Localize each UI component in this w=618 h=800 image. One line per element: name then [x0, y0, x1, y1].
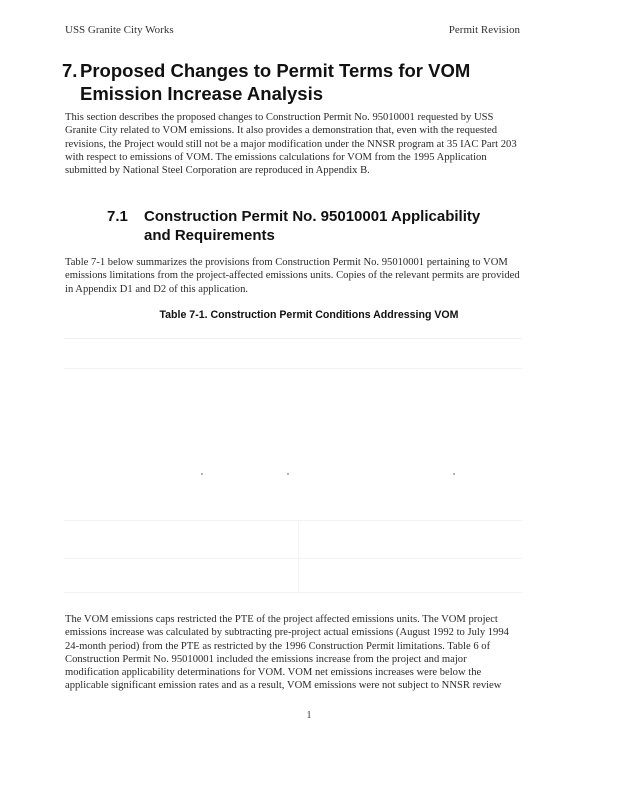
section-7-1-title-line2: and Requirements — [144, 227, 275, 244]
section-7-1-paragraph: Table 7-1 below summarizes the provisions from Construction Permit No. 95010001 pertaining to VOM emissions limitations from the project-affected emissions units. Copies of the relevant permits are provided in Appendix D1 and D2 of this application. — [65, 257, 520, 295]
section-7-1-number: 7.1 — [107, 208, 128, 225]
scan-speck — [287, 473, 289, 475]
table-column-rule — [298, 520, 299, 592]
section-7-number: 7. — [62, 60, 78, 81]
table-rule — [64, 338, 522, 339]
scan-speck — [201, 473, 203, 475]
section-7-1-title-line1: Construction Permit No. 95010001 Applicability — [144, 208, 481, 225]
table-rule — [64, 592, 522, 593]
closing-paragraph: The VOM emissions caps restricted the PTE of the project affected emissions units. The VOM project emissions increase was calculated by subtracting pre-project actual emissions (August 1992 to July 1994 24-month period) from the PTE as restricted by the 1996 Construction Permit limitations. Table 6 of Construction Permit No. 95010001 included the emissions increase from the project and major modification applicability determinations for VOM. VOM net emissions increases were below the applicable significant emission rates and as a result, VOM emissions were not subject to NNSR review — [65, 614, 509, 692]
section-7-heading — [62, 59, 532, 105]
header-company: USS Granite City Works — [65, 24, 174, 36]
section-7-paragraph: This section describes the proposed changes to Construction Permit No. 95010001 requested by USS Granite City related to VOM emissions. It also provides a demonstration that, even with the requested revisions, the Project would still not be a major modification under the NNSR program at 35 IAC Part 203 with respect to emissions of VOM. The emissions calculations for VOM from the 1995 Application submitted by National Steel Corporation are reproduced in Appendix B. — [65, 112, 517, 177]
scan-speck — [453, 473, 455, 475]
section-7-title-line1: Proposed Changes to Permit Terms for VOM — [80, 60, 471, 81]
section-7-1-heading — [107, 207, 527, 245]
table-7-1-caption: Table 7-1. Construction Permit Conditions Addressing VOM — [159, 309, 459, 321]
table-rule — [64, 520, 522, 521]
table-rule — [64, 368, 522, 369]
section-7-title-line2: Emission Increase Analysis — [80, 83, 324, 104]
page-number: 1 — [306, 710, 312, 721]
header-doc-title: Permit Revision — [448, 24, 520, 36]
table-rule — [64, 558, 522, 559]
table-7-1-faded-area — [64, 330, 522, 600]
